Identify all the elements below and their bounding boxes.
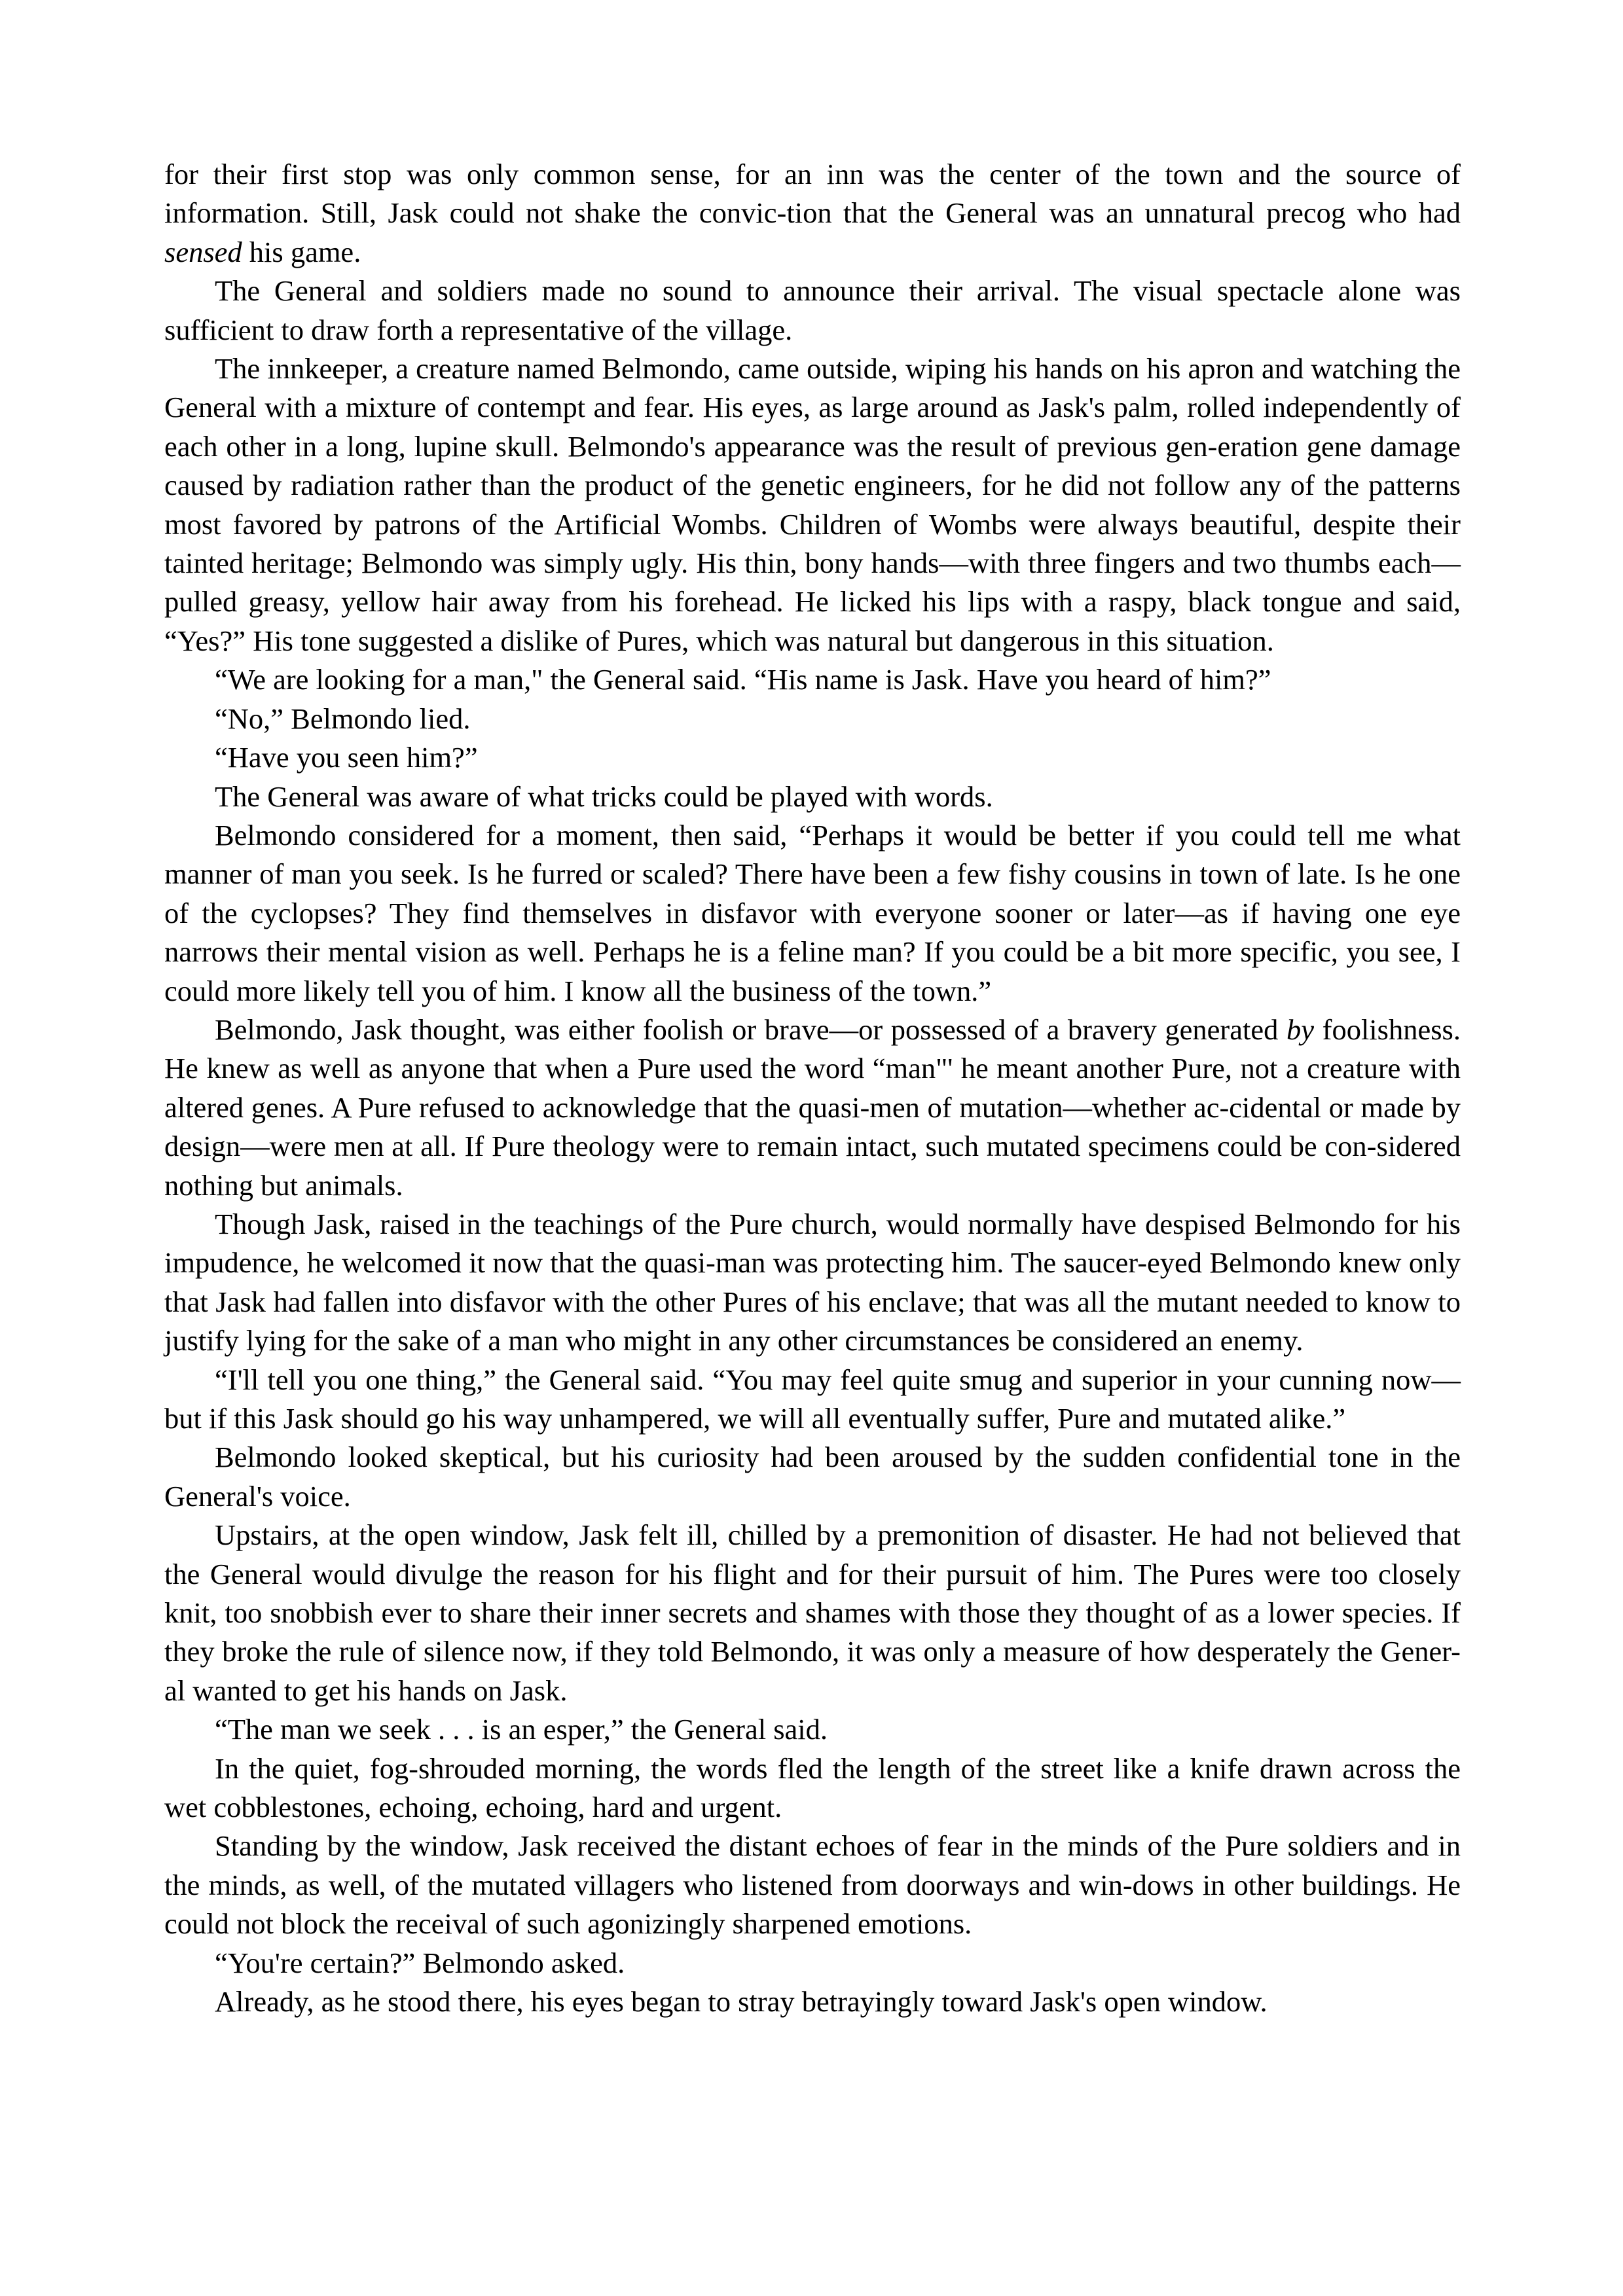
text-run: Already, as he stood there, his eyes began to stray betrayingly toward Jask's open window.: [215, 1985, 1267, 2018]
text-run: his game.: [242, 235, 361, 268]
text-run: “You're certain?” Belmondo asked.: [215, 1946, 625, 1979]
text-run: Though Jask, raised in the teachings of the Pure church, would normally have despised Belmondo for his impudence, he welcomed it now that the quasi-man was protecting him. The saucer-eyed Belmondo knew only that Jask had fallen into disfavor with the other Pures of his enclave; that was all the mutant needed to know to justify lying for the sake of a man who might in any other circumstances be considered an enemy.: [164, 1207, 1461, 1357]
paragraph: [164, 1944, 1461, 1982]
paragraph: [164, 660, 1461, 699]
paragraph: [164, 1361, 1461, 1439]
italic-text: sensed: [164, 235, 242, 268]
paragraph: [164, 1749, 1461, 1827]
paragraph: [164, 155, 1461, 272]
paragraph: [164, 1516, 1461, 1710]
italic-text: by: [1286, 1013, 1315, 1046]
text-run: for their first stop was only common sense, for an inn was the center of the town and the source of information. Still, Jask could not shake the convic-tion that the General was an unnatural precog who had: [164, 158, 1461, 230]
text-run: In the quiet, fog-shrouded morning, the words fled the length of the street like a knife drawn across the wet cobblestones, echoing, echoing, hard and urgent.: [164, 1751, 1461, 1824]
paragraph: [164, 700, 1461, 738]
text-run: “No,” Belmondo lied.: [215, 702, 471, 735]
paragraph: [164, 816, 1461, 1011]
text-run: “The man we seek . . . is an esper,” the General said.: [215, 1713, 828, 1746]
text-run: Belmondo looked skeptical, but his curiosity had been aroused by the sudden confidential tone in the General's voice.: [164, 1441, 1461, 1513]
paragraph: [164, 1982, 1461, 2021]
text-run: Belmondo considered for a moment, then said, “Perhaps it would be better if you could tell me what manner of man you seek. Is he furred or scaled? There have been a few fishy cousins in town of late. Is he one of the cyclopses? They find themselves in disfavor with everyone sooner or later—as if having one eye narrows their mental vision as well. Perhaps he is a feline man? If you could be a bit more specific, you see, I could more likely tell you of him. I know all the business of the town.”: [164, 818, 1461, 1007]
text-run: The General and soldiers made no sound to announce their arrival. The visual spectacle alone was sufficient to draw forth a representative of the village.: [164, 274, 1461, 346]
text-run: Standing by the window, Jask received the distant echoes of fear in the minds of the Pure soldiers and in the minds, as well, of the mutated villagers who listened from doorways and win-dows in other buildings. He could not block the receival of such agonizingly sharpened emotions.: [164, 1829, 1461, 1941]
text-run: “We are looking for a man," the General said. “His name is Jask. Have you heard of him?”: [215, 663, 1271, 696]
paragraph: [164, 1011, 1461, 1205]
text-run: foolishness. He knew as well as anyone that when a Pure used the word “man"' he meant another Pure, not a creature with altered genes. A Pure refused to acknowledge that the quasi-men of mutation—whether ac-cidental or made by design—were men at all. If Pure theology were to remain intact, such mutated specimens could be con-sidered nothing but animals.: [164, 1013, 1461, 1202]
text-run: The General was aware of what tricks could be played with words.: [215, 780, 993, 813]
paragraph: [164, 350, 1461, 660]
paragraph: [164, 1827, 1461, 1943]
paragraph: [164, 1205, 1461, 1361]
text-run: Belmondo, Jask thought, was either foolish or brave—or possessed of a bravery generated: [215, 1013, 1286, 1046]
paragraph: [164, 272, 1461, 350]
text-run: “Have you seen him?”: [215, 741, 478, 774]
paragraph: [164, 1438, 1461, 1516]
paragraph: [164, 738, 1461, 777]
paragraph: [164, 778, 1461, 816]
text-run: “I'll tell you one thing,” the General said. “You may feel quite smug and superior in your cunning now—but if this Jask should go his way unhampered, we will all eventually suffer, Pure and mutated alike.”: [164, 1363, 1461, 1435]
text-run: Upstairs, at the open window, Jask felt ill, chilled by a premonition of disaster. He had not believed that the General would divulge the reason for his flight and for their pursuit of him. The Pures were too closely knit, too snobbish ever to share their inner secrets and shames with those they thought of as a lower species. If they broke the rule of silence now, if they told Belmondo, it was only a measure of how desperately the Gener-al wanted to get his hands on Jask.: [164, 1518, 1461, 1707]
paragraph: [164, 1710, 1461, 1749]
text-run: The innkeeper, a creature named Belmondo, came outside, wiping his hands on his apron and watching the General with a mixture of contempt and fear. His eyes, as large around as Jask's palm, rolled independently of each other in a long, lupine skull. Belmondo's appearance was the result of previous gen-eration gene damage caused by radiation rather than the product of the genetic engineers, for he did not follow any of the patterns most favored by patrons of the Artificial Wombs. Children of Wombs were always beautiful, despite their tainted heritage; Belmondo was simply ugly. His thin, bony hands—with three fingers and two thumbs each—pulled greasy, yellow hair away from his forehead. He licked his lips with a raspy, black tongue and said, “Yes?” His tone suggested a dislike of Pures, which was natural but dangerous in this situation.: [164, 352, 1461, 657]
body-text: [164, 155, 1461, 2022]
